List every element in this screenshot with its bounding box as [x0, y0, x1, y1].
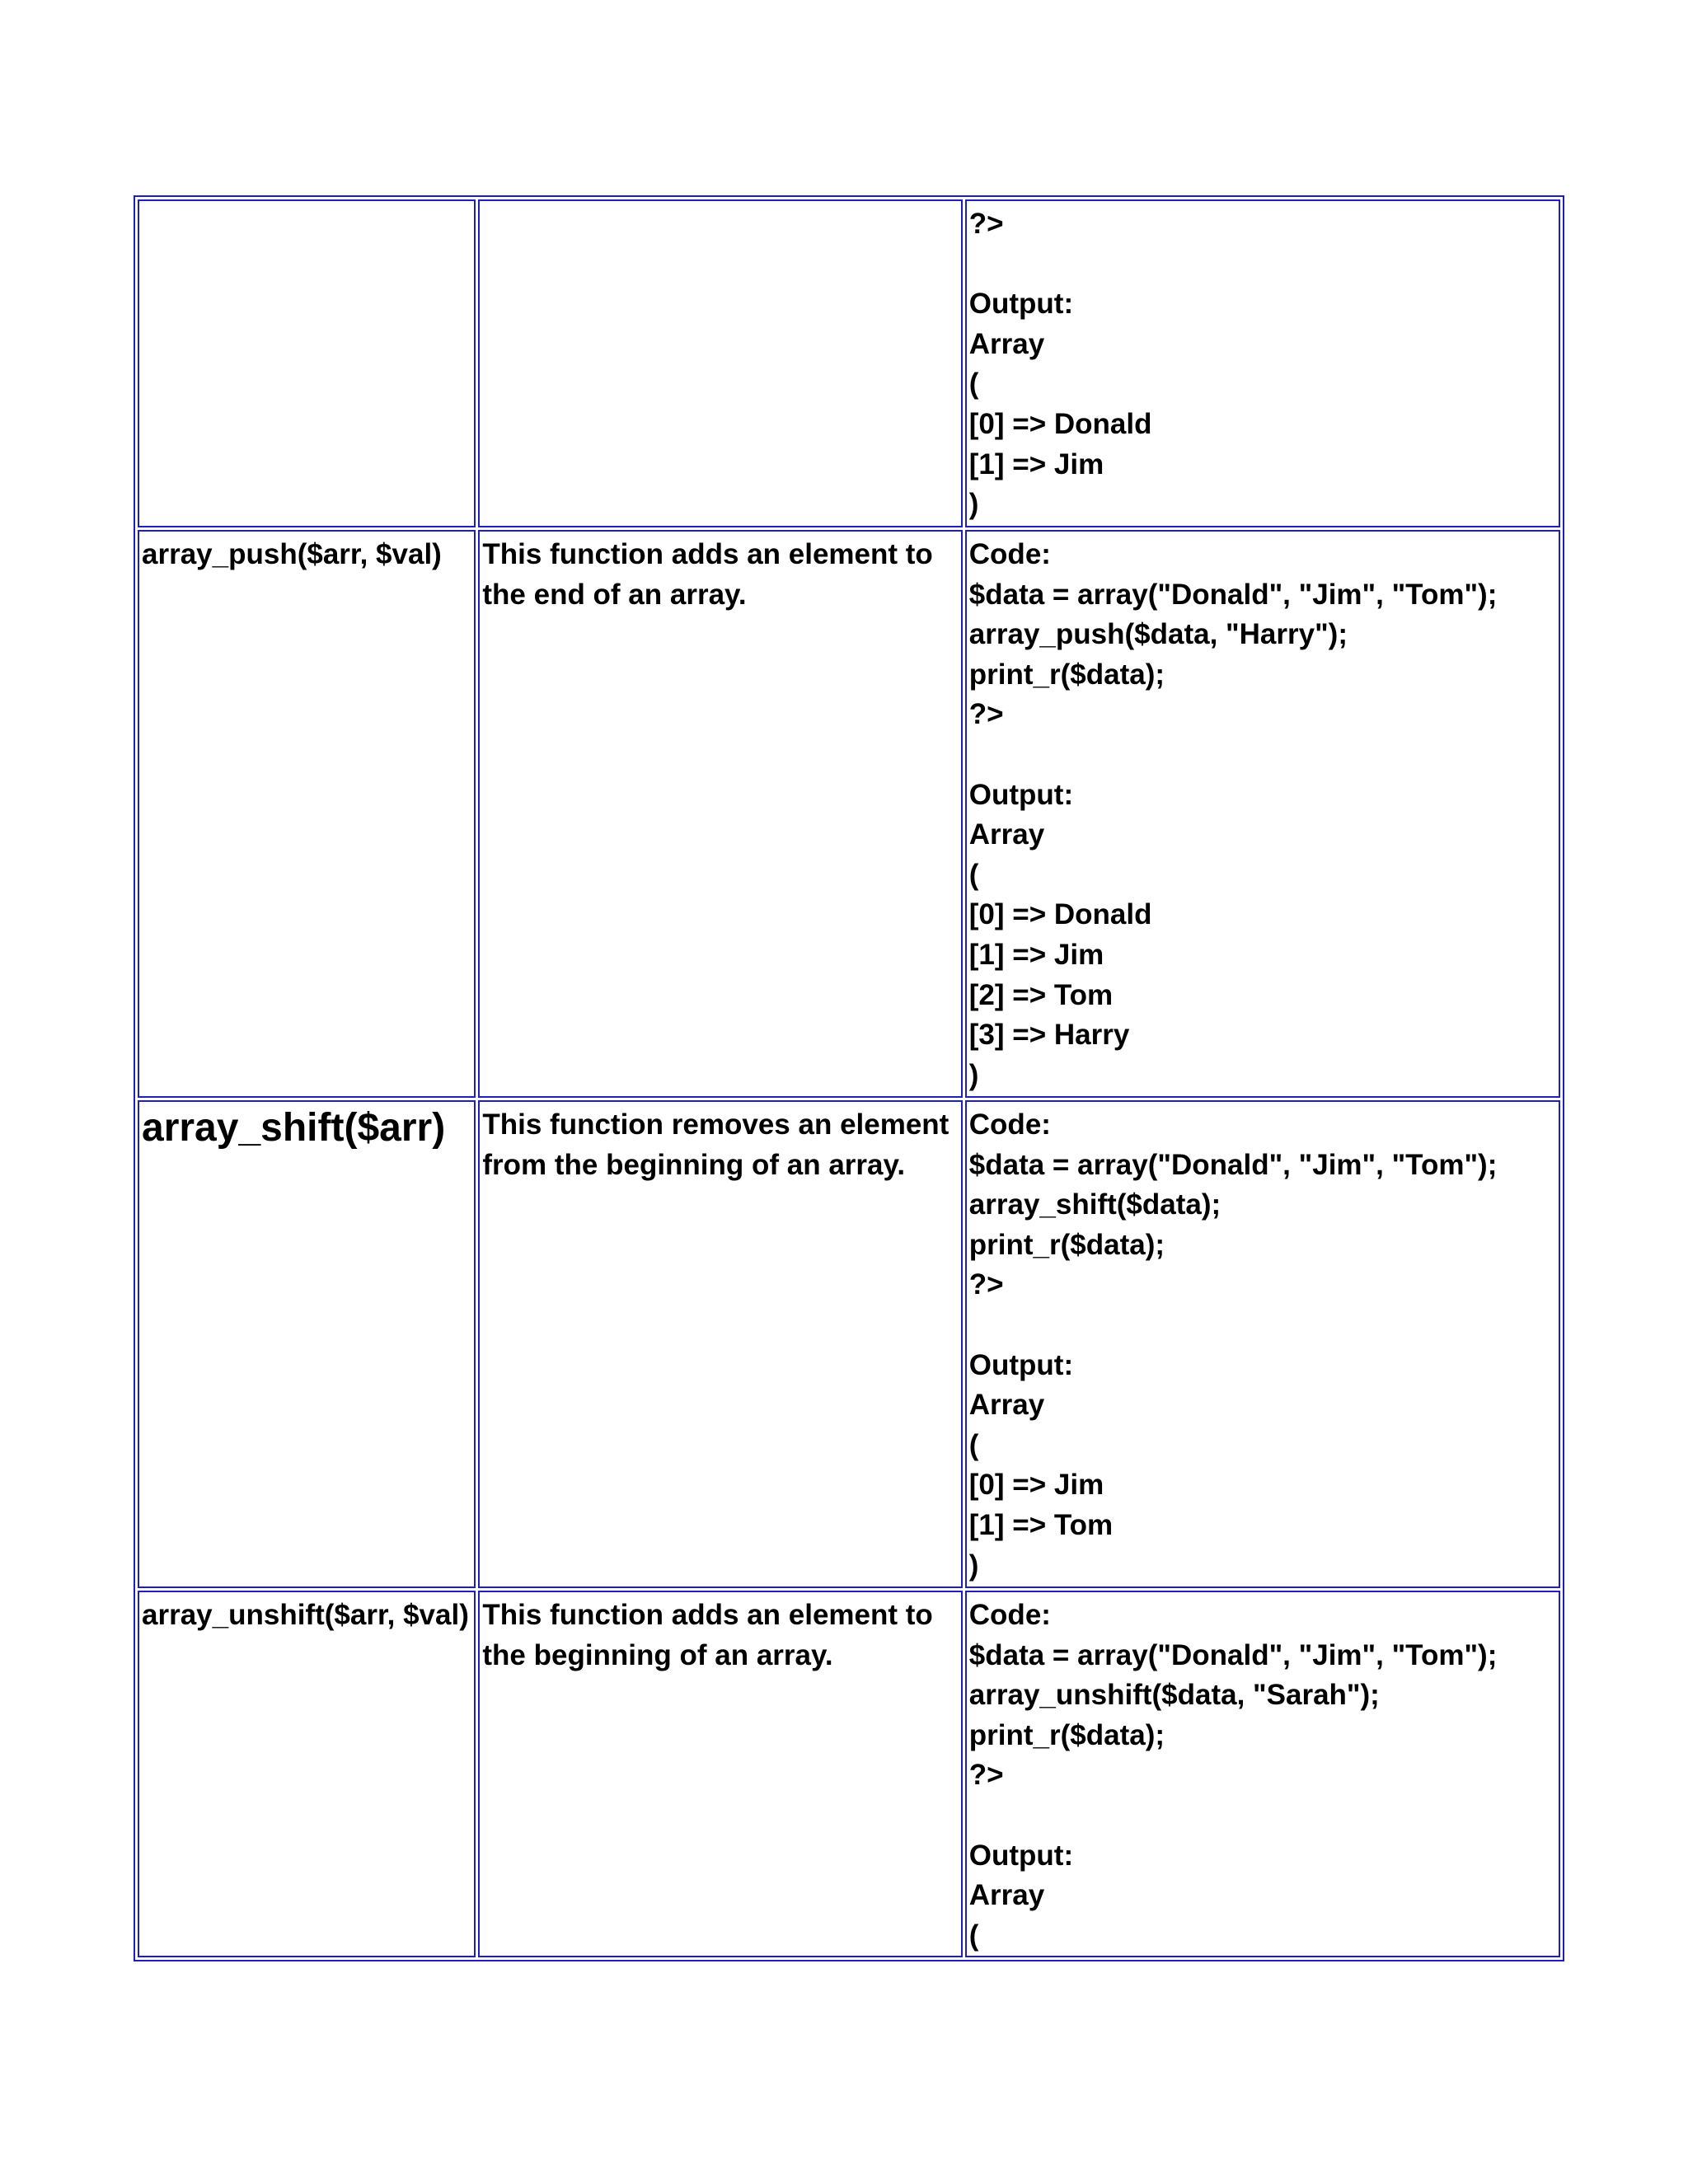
description-cell [478, 1591, 962, 1957]
function-description: This function adds an element to the end of an array. [482, 538, 933, 611]
code-line: [2] => Tom [968, 978, 1114, 1011]
code-line: Array [968, 818, 1045, 851]
code-cell [965, 199, 1560, 527]
code-line: ) [968, 488, 979, 521]
function-cell [138, 1100, 476, 1588]
code-line: Output: [968, 778, 1074, 811]
table-row [138, 199, 1560, 527]
code-line: $data = array("Donald", "Jim", "Tom"); [968, 1148, 1498, 1181]
code-cell [965, 530, 1560, 1098]
code-line: print_r($data); [968, 1228, 1165, 1261]
code-line [969, 245, 1556, 285]
function-cell [138, 199, 476, 527]
code-line: array_shift($data); [968, 1188, 1221, 1221]
function-name: array_shift($arr) [142, 1106, 446, 1150]
code-cell [965, 1591, 1560, 1957]
description-cell [478, 530, 962, 1098]
table-row [138, 530, 1560, 1098]
code-line: $data = array("Donald", "Jim", "Tom"); [968, 1638, 1498, 1671]
function-cell [138, 1591, 476, 1957]
code-line [969, 1305, 1556, 1346]
code-line: array_unshift($data, "Sarah"); [968, 1679, 1380, 1712]
code-line: Output: [968, 288, 1074, 321]
code-line: Code: [968, 538, 1051, 570]
code-line: $data = array("Donald", "Jim", "Tom"); [968, 578, 1498, 611]
code-line: Array [968, 1879, 1045, 1912]
code-line: print_r($data); [968, 1718, 1165, 1751]
code-line: Code: [968, 1108, 1051, 1141]
code-line: ?> [968, 698, 1004, 731]
code-line: [3] => Harry [968, 1019, 1130, 1052]
code-line: ) [968, 1058, 979, 1091]
code-line: Array [968, 327, 1045, 360]
table-row [138, 1100, 1560, 1588]
code-line: Output: [968, 1839, 1074, 1872]
function-name: array_unshift($arr, $val) [142, 1599, 469, 1631]
code-line: [0] => Jim [968, 1469, 1104, 1502]
code-line: Code: [968, 1599, 1051, 1631]
code-line: print_r($data); [968, 658, 1165, 691]
code-line: ( [968, 1919, 979, 1952]
code-line [969, 1796, 1556, 1836]
function-description: This function removes an element from the beginning of an array. [482, 1108, 950, 1181]
function-cell [138, 530, 476, 1098]
code-line: ?> [968, 1759, 1004, 1792]
code-line: [1] => Jim [968, 448, 1104, 480]
table-row [138, 1591, 1560, 1957]
code-line: [1] => Jim [968, 938, 1104, 971]
code-line: [1] => Tom [968, 1508, 1114, 1541]
code-line: [0] => Donald [968, 898, 1152, 931]
php-array-functions-table [134, 195, 1564, 1961]
function-name: array_push($arr, $val) [142, 538, 442, 570]
code-line: ) [968, 1549, 979, 1582]
code-line: [0] => Donald [968, 407, 1152, 440]
description-cell [478, 199, 962, 527]
function-description: This function adds an element to the beginning of an array. [482, 1599, 933, 1671]
code-line: ?> [968, 208, 1004, 240]
code-line: ( [968, 1428, 979, 1461]
code-line: ( [968, 368, 979, 401]
code-cell [965, 1100, 1560, 1588]
description-cell [478, 1100, 962, 1588]
code-line: array_push($data, "Harry"); [968, 618, 1348, 651]
code-line: Array [968, 1389, 1045, 1422]
code-line [969, 735, 1556, 776]
code-line: Output: [968, 1348, 1074, 1381]
code-line: ( [968, 858, 979, 891]
code-line: ?> [968, 1268, 1004, 1301]
